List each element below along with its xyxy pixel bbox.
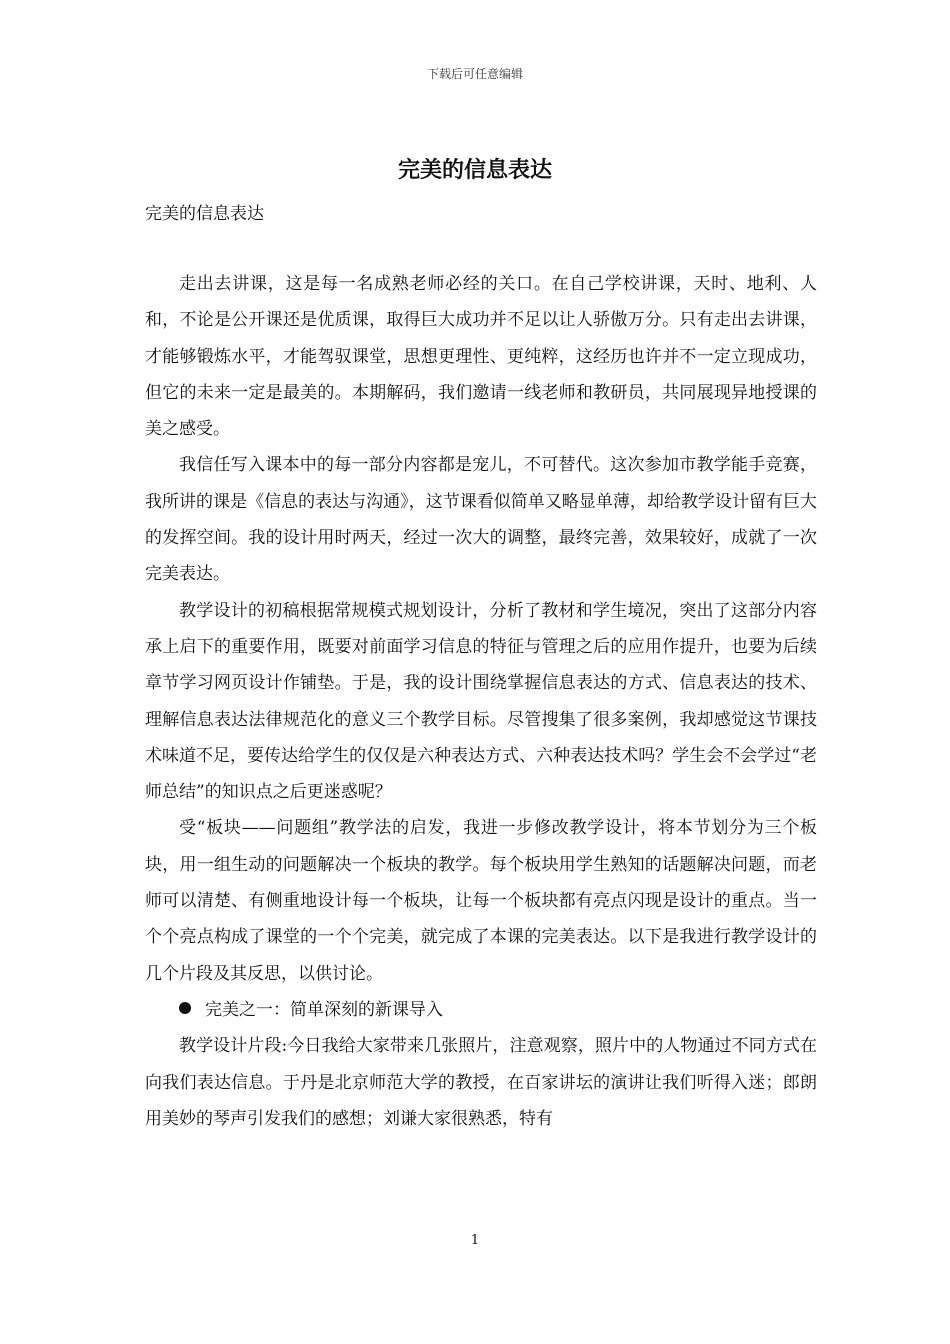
document-subtitle: 完美的信息表达 [145,204,264,224]
paragraph: 教学设计的初稿根据常规模式规划设计，分析了教材和学生境况，突出了这部分内容承上启下的重要作用，既要对前面学习信息的特征与管理之后的应用作提升，也要为后续章节学习网页设计作铺垫。于是，我的设计围绕掌握信息表达的方式、信息表达的技术、理解信息表达法律规范化的意义三个教学目标。尽管搜集了很多案例，我却感觉这节课技术味道不足，要传达给学生的仅仅是六种表达方式、六种表达技术吗？学生会不会学过“老师总结”的知识点之后更迷惑呢？ [145,600,817,803]
paragraph: 教学设计片段:今日我给大家带来几张照片，注意观察，照片中的人物通过不同方式在向我们表达信息。于丹是北京师范大学的教授，在百家讲坛的演讲让我们听得入迷；郎朗用美妙的琴声引发我们的感想；刘谦大家很熟悉，特有 [145,1036,817,1129]
page-header-note: 下载后可任意编辑 [426,67,523,81]
bullet-text: 完美之一：简单深刻的新课导入 [205,999,443,1020]
paragraph: 我信任写入课本中的每一部分内容都是宠儿，不可替代。这次参加市教学能手竞赛，我所讲的课是《信息的表达与沟通》，这节课看似简单又略显单薄，却给教学设计留有巨大的发挥空间。我的设计用时两天，经过一次大的调整，最终完善，效果较好，成就了一次完美表达。 [145,455,817,585]
bullet-icon [179,1002,191,1014]
document-title: 完美的信息表达 [397,157,552,183]
document-body [145,266,817,1137]
paragraph: 走出去讲课，这是每一名成熟老师必经的关口。在自己学校讲课，天时、地利、人和，不论是公开课还是优质课，取得巨大成功并不足以让人骄傲万分。只有走出去讲课，才能够锻炼水平，才能驾驭课堂，思想更理性、更纯粹，这经历也许并不一定立现成功，但它的未来一定是最美的。本期解码，我们邀请一线老师和教研员，共同展现异地授课的美之感受。 [145,274,817,440]
page-number: 1 [470,1233,480,1248]
bullet-item [145,992,817,1028]
paragraph: 受“板块——问题组”教学法的启发，我进一步修改教学设计，将本节划分为三个板块，用一组生动的问题解决一个板块的教学。每个板块用学生熟知的话题解决问题，而老师可以清楚、有侧重地设计每一个板块，让每一个板块都有亮点闪现是设计的重点。当一个个亮点构成了课堂的一个个完美，就完成了本课的完美表达。以下是我进行教学设计的几个片段及其反思，以供讨论。 [145,818,817,984]
